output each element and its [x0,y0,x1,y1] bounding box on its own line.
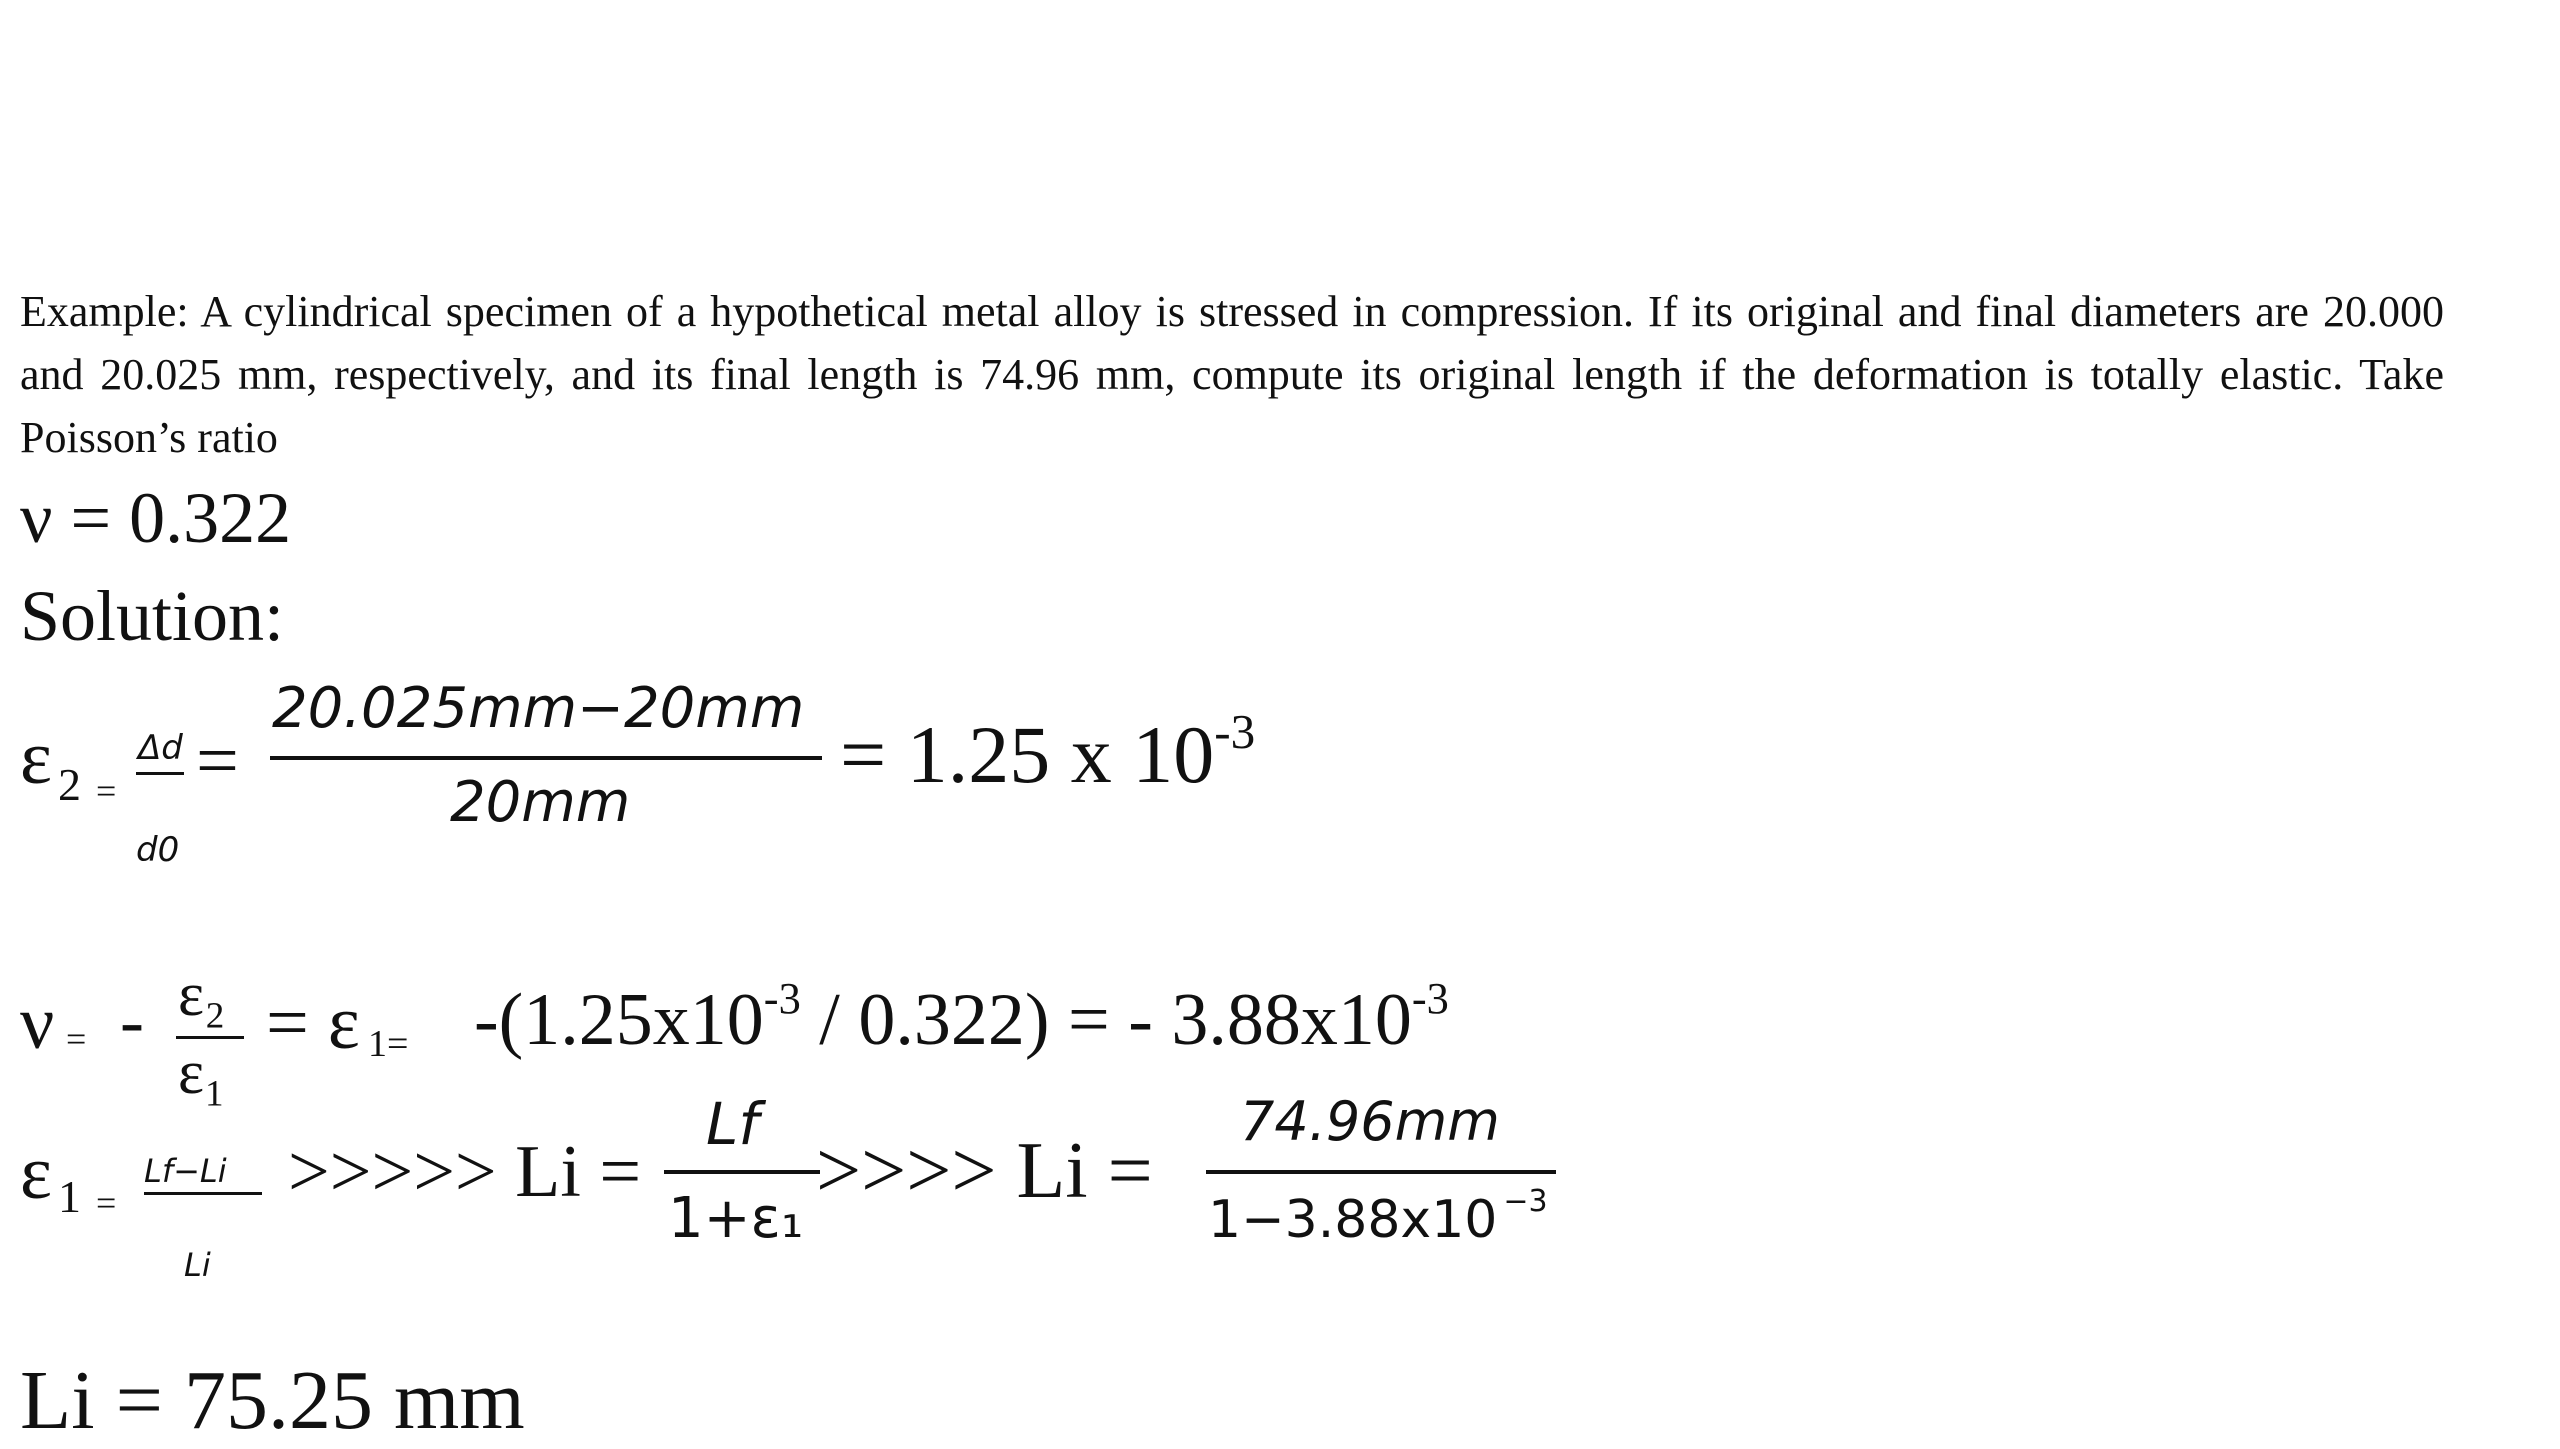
poisson-ratio-value: ν = 0.322 [20,478,292,558]
epsilon-subscript: 2 [58,759,81,810]
fraction-numerator: 20.025mm−20mm [272,676,805,741]
calculation: $-(1.25x10^{-3} / 0.322)$ = - $3.88x10^{-3}$ [474,972,1449,1061]
epsilon-symbol: ε [20,716,52,800]
equals-small: = [96,1183,117,1223]
equals-epsilon: = ε [266,981,360,1065]
solution-heading: Solution: [20,576,285,656]
equals-small: = [66,1019,87,1059]
fraction-denominator-1-eps1: 1+ε₁ [668,1186,804,1251]
fraction-denominator-li: Li [184,1246,211,1284]
fraction-denominator: 20mm [450,770,631,835]
fraction-numerator-delta-d: Δd [138,728,183,768]
fraction-numerator-lf-li: Lf−Li [144,1152,227,1190]
fraction-bar-main [270,756,822,760]
fraction-bar [144,1192,262,1195]
epsilon-subscript: 1 [58,1171,81,1222]
fraction-denominator-d0: d0 [136,830,180,870]
problem-statement [20,280,2444,469]
minus-sign: - [120,981,144,1061]
epsilon-subscript: 1= [368,1023,409,1065]
fraction-numerator-lf: Lf [706,1090,759,1158]
final-answer: Li = 75.25 mm [20,1354,525,1447]
equals-sign: = [196,719,239,803]
arrow-li-equals-2: >>>> Li = [816,1127,1153,1215]
fraction-denominator-value: 1−3.88x10 $^{-3}$ [1208,1184,1548,1250]
nu-symbol: ν [20,981,55,1065]
fraction-numerator-value: 74.96mm [1240,1090,1500,1153]
fraction-denominator-eps1: ε₁ [178,1039,226,1107]
fraction-numerator-eps2: ε₂ [178,961,226,1029]
fraction-bar [664,1170,820,1174]
equals-small: = [96,771,117,811]
fraction-bar [136,772,184,775]
problem-text: A cylindrical specimen of a hypothetical metal alloy is stressed in compression. If its original and final diameters are 20.000 and 20.025 mm, respectively, and its final length is 74.96 mm, compute its original length if the deformation is totally elastic. Take Poisson’s ratio [20,287,2444,462]
arrow-li-equals: >>>>> Li = [288,1131,642,1213]
epsilon-symbol: ε [20,1131,52,1215]
fraction-bar [1206,1170,1556,1174]
example-label: Example: [20,287,189,336]
result-value: = 1.25 x $10^{-3}$ [840,703,1256,800]
